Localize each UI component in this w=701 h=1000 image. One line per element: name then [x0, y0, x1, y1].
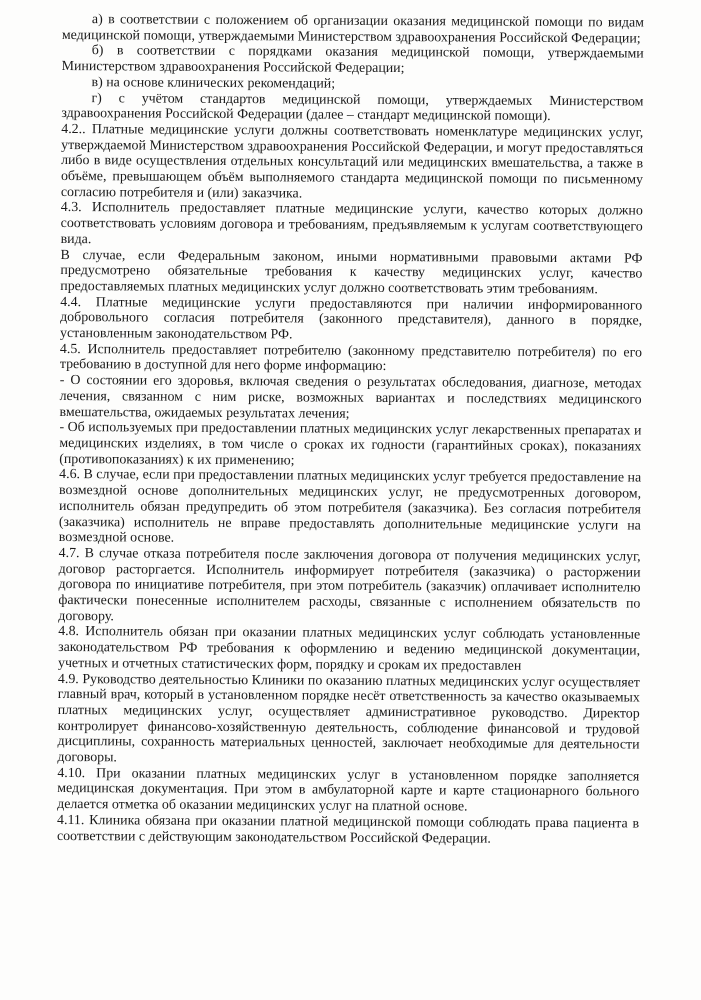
- document-body: [57, 12, 644, 848]
- paragraph-4-9: 4.9. Руководство деятельностью Клиники по оказанию платных медицинских услуг осуществляет главный врач, который в установленном порядке несёт ответственность за качество оказываемых платных медицинских услуг, осуществляет административное руководство. Директор контролирует финансово-хозяйственную деятельность, соблюдение финансовой и трудовой дисциплины, сохранность материальных ценностей, заключает необходимые для деятельности договоры.: [57, 671, 640, 766]
- paragraph-4-5: 4.5. Исполнитель предоставляет потребителю (законному представителю потребителя) по его требованию в доступной для него форме информацию:: [59, 341, 642, 375]
- paragraph-4-5-health: - О состоянии его здоровья, включая сведения о результатах обследования, диагнозе, методах лечения, связанном с ним риске, возможных вариантах и последствиях медицинского вмешательства, ожидаемых результатах лечения;: [59, 373, 642, 422]
- paragraph-4-3-quality: В случае, если Федеральным законом, иными нормативными правовыми актами РФ предусмотрено обязательные требования к качеству медицинских услуг, качество предоставляемых платных медицинских услуг должно соответствовать этим требованиям.: [60, 247, 643, 298]
- paragraph-item-g: г) с учётом стандартов медицинской помощи, утверждаемых Министерством здравоохранения Российской Федерации (далее – стандарт медицинской помощи).: [61, 90, 644, 125]
- paragraph-item-v: в) на основе клинических рекомендаций;: [91, 74, 336, 92]
- paragraph-4-11: 4.11. Клиника обязана при оказании платной медицинской помощи соблюдать права пациента в соответствии с действующим законодательством Российской Федерации.: [56, 812, 640, 847]
- paragraph-4-3: 4.3. Исполнитель предоставляет платные медицинские услуги, качество которых должно соответствовать условиям договора и требованиям, предъявляемым к услугам соответствующего вида.: [60, 200, 643, 248]
- paragraph-4-10: 4.10. При оказании платных медицинских услуг в установленном порядке заполняется медицинская документация. При этом в амбулаторной карте и карте стационарного больного делается отметка об оказании медицинских услуг на платной основе.: [57, 765, 640, 815]
- paragraph-4-5-drugs: - Об используемых при предоставлении платных медицинских услуг лекарственных препаратах и медицинских изделиях, в том числе о сроках их годности (гарантийных сроках), показаниях (противопоказаниях) к их применению;: [59, 420, 642, 469]
- paragraph-4-7: 4.7. В случае отказа потребителя после заключения договора от получения медицинских услуг, договор расторгается. Исполнитель информирует потребителя (заказчика) о расторжении договора по инициативе потребителя, при этом потребитель (заказчик) оплачивает исполнителю фактически понесенные исполнителем расходы, связанные с исполнением обязательств по договору.: [58, 545, 641, 625]
- paragraph-4-2: 4.2.. Платные медицинские услуги должны соответствовать номенклатуре медицинских услуг, утверждаемой Министерством здравоохранения Российской Федерации, и могут предоставляться либо в виде осуществления отдельных консультаций или медицинских вмешательства, а также в объёме, превышающем объём выполняемого стандарта медицинской помощи по письменному согласию потребителя и (или) заказчика.: [60, 121, 644, 202]
- paragraph-item-a: а) в соответствии с положением об организации оказания медицинской помощи по видам медицинской помощи, утверждаемыми Министерством здравоохранения Российской Федерации;: [61, 12, 644, 47]
- paragraph-4-6: 4.6. В случае, если при предоставлении платных медицинских услуг требуется предоставление на возмездной основе дополнительных медицинских услуг, не предусмотренных договором, исполнитель обязан предупредить об этом потребителя (заказчика). Без согласия потребителя (заказчика) исполнитель не вправе предоставлять дополнительные медицинские услуги на возмездной основе.: [58, 467, 642, 546]
- paragraph-4-4: 4.4. Платные медицинские услуги предоставляются при наличии информированного добровольного согласия потребителя (законного представителя), данного в порядке, установленным законодательством РФ.: [59, 294, 643, 343]
- paragraph-4-8: 4.8. Исполнитель обязан при оказании платных медицинских услуг соблюдать установленные законодательством РФ требования к оформлению и ведению медицинской документации, учетных и отчетных статистических форм, порядку и срокам их предоставлен: [57, 624, 641, 674]
- paragraph-item-b: б) в соответствии с порядками оказания медицинской помощи, утверждаемыми Министерством здравоохранения Российской Федерации;: [61, 43, 644, 77]
